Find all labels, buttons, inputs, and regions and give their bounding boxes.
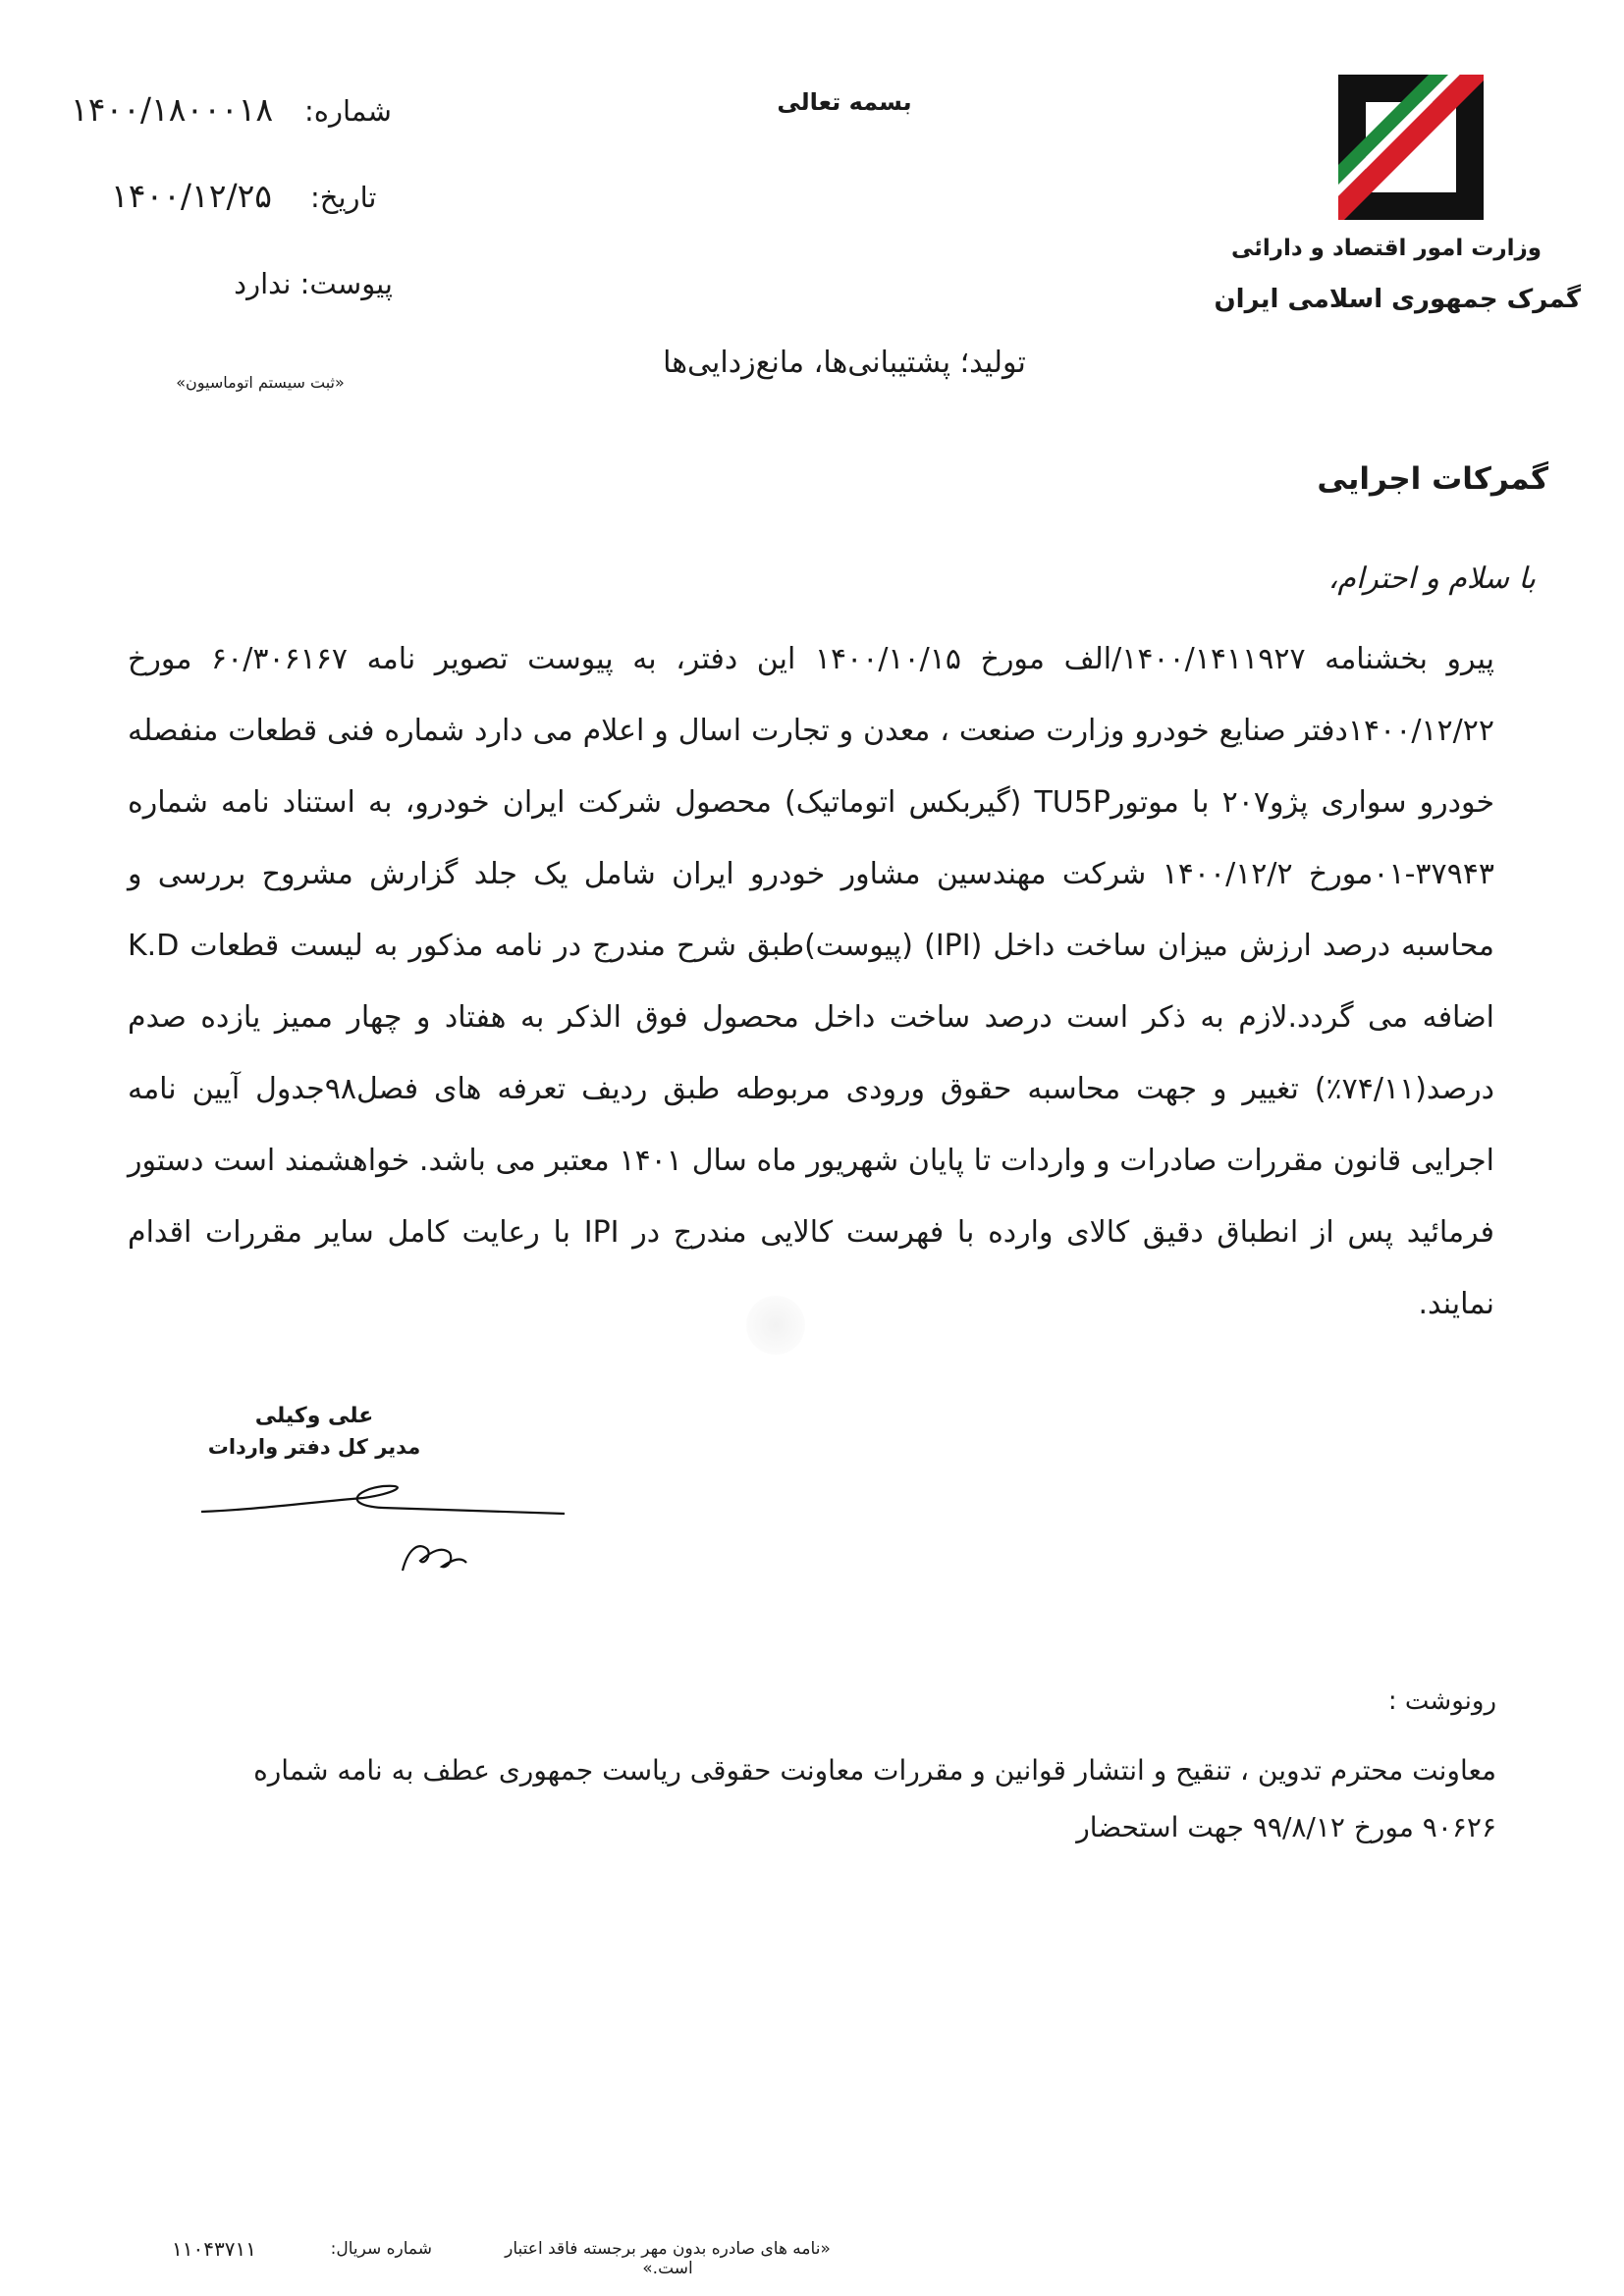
letter-date-label: تاریخ: [310,181,377,214]
signatory-name: علی وکیلی [254,1404,374,1428]
cc-label: رونوشت : [1387,1686,1496,1716]
greeting: با سلام و احترام، [1327,561,1536,596]
letter-number-value: ۱۴۰۰/۱۸۰۰۰۱۸ [71,90,274,129]
attachment-status: پیوست: ندارد [234,267,393,300]
recipient-heading: گمرکات اجرایی [1317,461,1548,497]
letter-number-label: شماره: [304,94,392,128]
iran-customs-logo-icon [1332,69,1489,226]
cc-recipient-text: معاونت محترم تدوین ، تنقیح و انتشار قوانین و مقررات معاونت حقوقی ریاست جمهوری عطف به نامه شماره ۹۰۶۲۶ مورخ ۹۹/۸/۱۲ جهت استحضار [253,1754,1496,1843]
handwritten-signature [196,1472,579,1580]
ministry-name: وزارت امور اقتصاد و دارائی [1230,236,1542,261]
paper-smudge [746,1296,805,1355]
organization-name: گمرک جمهوری اسلامی ایران [1214,285,1581,314]
year-slogan: تولید؛ پشتیبانی‌ها، مانع‌زدایی‌ها [663,346,1026,380]
letter-body: پیرو بخشنامه ۱۴۰۰/۱۴۱۱۹۲۷/الف مورخ ۱۴۰۰/۱۰/۱۵ این دفتر، به پیوست تصویر نامه ۶۰/۳۰۶۱۶۷ مورخ ۱۴۰۰/۱۲/۲۲دفتر صنایع خودرو وزارت صنعت ، معدن و تجارت اسال و اعلام می دارد شماره فنی قطعات منفصله خودرو سواری پژو۲۰۷ با موتورTU5P (گیربکس اتوماتیک) محصول شرکت ایران خودرو، به استناد نامه شماره ۳۷۹۴۳-۰۱مورخ ۱۴۰۰/۱۲/۲ شرکت مهندسین مشاور خودرو ایران شامل یک جلد گزارش مشروح بررسی و محاسبه درصد ارزش میزان ساخت داخل (IPI) (پیوست)طبق شرح مندرج در نامه مذکور به لیست قطعات K.D اضافه می گردد.لازم به ذکر است درصد ساخت داخل محصول فوق الذکر به هفتاد و چهار ممیز یازده صدم درصد(۷۴/۱۱٪) تغییر و جهت محاسبه حقوق ورودی مربوطه طبق ردیف تعرفه های فصل۹۸جدول آیین نامه اجرایی قانون مقررات صادرات و واردات تا پایان شهریور ماه سال ۱۴۰۱ معتبر می باشد. خواهشمند است دستور فرمائید پس از انطباق دقیق کالای وارده با فهرست کالایی مندرج در IPI با رعایت کامل سایر مقررات اقدام نمایند. [128,642,1494,1321]
signatory-title: مدیر کل دفتر واردات [207,1435,421,1459]
footer-validity-notice: «نامه های صادره بدون مهر برجسته فاقد اعتبار است.» [505,2239,831,2278]
serial-number-label: شماره سریال: [330,2239,432,2259]
letter-date-value: ۱۴۰۰/۱۲/۲۵ [111,177,273,215]
serial-number-value: ۱۱۰۴۳۷۱۱ [172,2237,256,2261]
invocation-heading: بسمه تعالی [777,88,912,116]
automation-registration-note: «ثبت سیستم اتوماسیون» [176,373,345,392]
